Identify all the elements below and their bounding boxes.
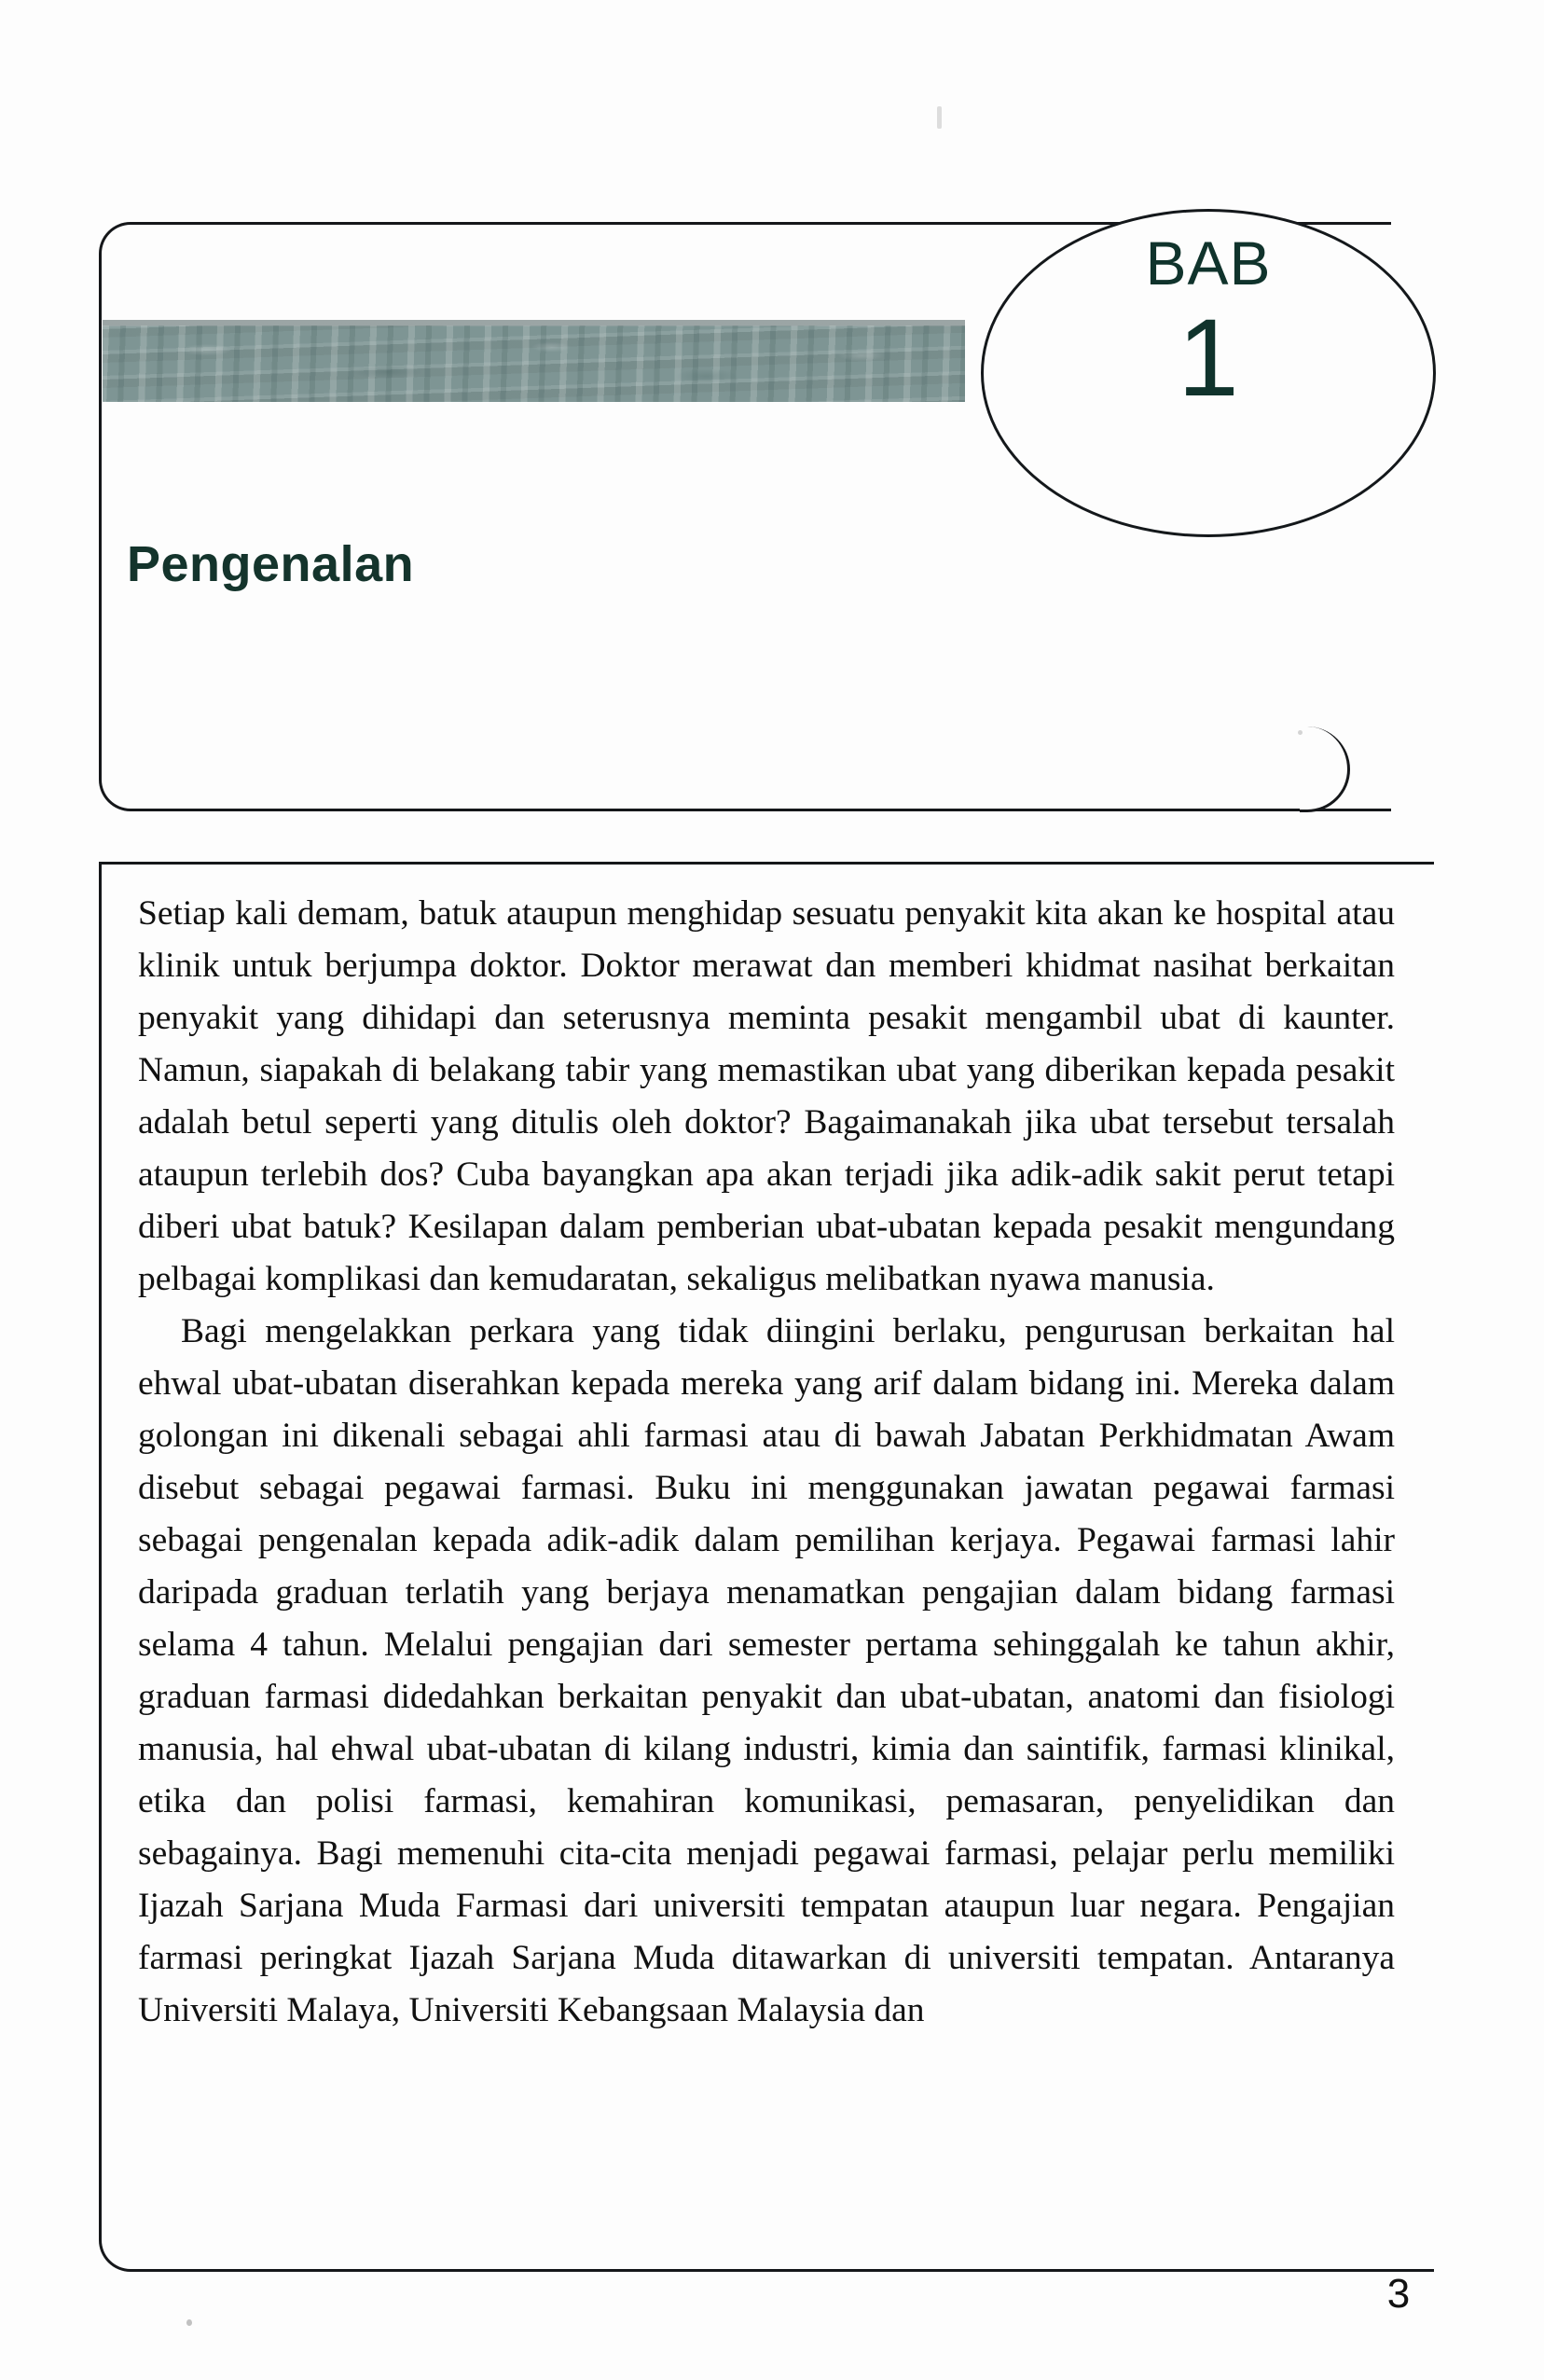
scan-artifact — [1298, 730, 1303, 735]
chapter-badge-oval — [981, 209, 1436, 537]
chapter-badge-label: BAB — [1145, 228, 1272, 298]
body-text-block — [138, 888, 1395, 2037]
chapter-badge-number: 1 — [1178, 297, 1239, 420]
scan-artifact — [937, 106, 942, 129]
decorative-texture-band — [103, 320, 965, 402]
scan-artifact — [186, 2319, 192, 2326]
chapter-title: Pengenalan — [127, 536, 415, 592]
page-number: 3 — [1386, 2271, 1411, 2317]
body-paragraph: Setiap kali demam, batuk ataupun menghidap sesuatu penyakit kita akan ke hospital atau klinik untuk berjumpa doktor. Doktor merawat dan memberi khidmat nasihat berkaitan penyakit yang dihidapi dan seterusnya meminta pesakit mengambil ubat di kaunter. Namun, siapakah di belakang tabir yang memastikan ubat yang diberikan kepada pesakit adalah betul seperti yang ditulis oleh doktor? Bagaimanakah jika ubat tersebut tersalah ataupun terlebih dos? Cuba bayangkan apa akan terjadi jika adik-adik sakit perut tetapi diberi ubat batuk? Kesilapan dalam pemberian ubat-ubatan kepada pesakit mengundang pelbagai komplikasi dan kemudaratan, sekaligus melibatkan nyawa manusia. — [138, 894, 1395, 1298]
body-paragraph: Bagi mengelakkan perkara yang tidak diingini berlaku, pengurusan berkaitan hal ehwal ubat-ubatan diserahkan kepada mereka yang arif dalam bidang ini. Mereka dalam golongan ini dikenali sebagai ahli farmasi atau di bawah Jabatan Perkhidmatan Awam disebut sebagai pegawai farmasi. Buku ini menggunakan jawatan pegawai farmasi sebagai pengenalan kepada adik-adik dalam pemilihan kerjaya. Pegawai farmasi lahir daripada graduan terlatih yang berjaya menamatkan pengajian dalam bidang farmasi selama 4 tahun. Melalui pengajian dari semester pertama sehinggalah ke tahun akhir, graduan farmasi didedahkan berkaitan penyakit dan ubat-ubatan, anatomi dan fisiologi manusia, hal ehwal ubat-ubatan di kilang industri, kimia dan saintifik, farmasi klinikal, etika dan polisi farmasi, kemahiran komunikasi, pemasaran, penyelidikan dan sebagainya. Bagi memenuhi cita-cita menjadi pegawai farmasi, pelajar perlu memiliki Ijazah Sarjana Muda Farmasi dari universiti tempatan ataupun luar negara. Pengajian farmasi peringkat Ijazah Sarjana Muda ditawarkan di universiti tempatan. Antaranya Universiti Malaya, Universiti Kebangsaan Malaysia dan — [138, 1312, 1395, 2029]
